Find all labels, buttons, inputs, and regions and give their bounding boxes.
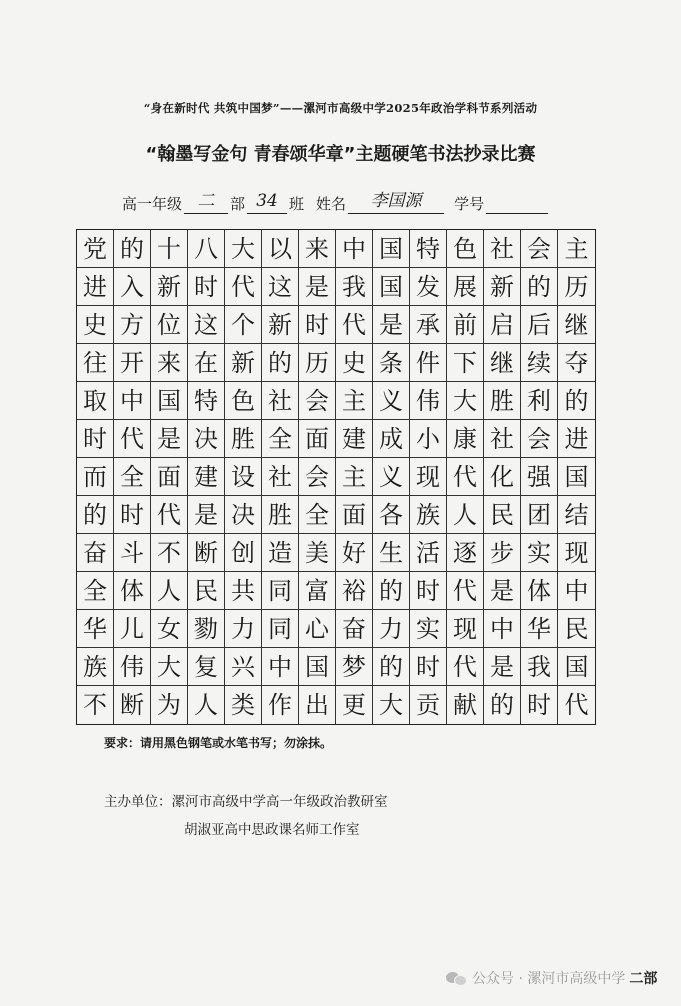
grid-cell: 小 — [410, 420, 447, 458]
grid-cell: 新 — [262, 306, 299, 344]
grid-cell: 十 — [151, 230, 188, 268]
grid-cell: 奋 — [77, 534, 114, 572]
grid-cell: 主 — [336, 382, 373, 420]
grid-cell: 国 — [373, 230, 410, 268]
grid-cell: 位 — [151, 306, 188, 344]
grid-cell: 人 — [447, 496, 484, 534]
grid-cell: 生 — [373, 534, 410, 572]
grid-cell: 美 — [299, 534, 336, 572]
grid-cell: 史 — [77, 306, 114, 344]
grid-cell: 步 — [484, 534, 521, 572]
name-value: 李国源 — [348, 191, 444, 214]
grid-cell: 更 — [336, 686, 373, 724]
grid-cell: 时 — [77, 420, 114, 458]
grid-cell: 代 — [225, 268, 262, 306]
grid-cell: 继 — [484, 344, 521, 382]
grid-cell: 结 — [558, 496, 595, 534]
grid-cell: 国 — [151, 382, 188, 420]
grid-cell: 造 — [262, 534, 299, 572]
grid-cell: 义 — [373, 458, 410, 496]
grid-cell: 而 — [77, 458, 114, 496]
grid-cell: 复 — [188, 648, 225, 686]
grid-cell: 会 — [521, 420, 558, 458]
grid-cell: 中 — [336, 230, 373, 268]
grid-cell: 现 — [558, 534, 595, 572]
grid-cell: 强 — [521, 458, 558, 496]
grid-cell: 会 — [299, 458, 336, 496]
grid-cell: 富 — [299, 572, 336, 610]
class-label: 班 — [289, 195, 305, 213]
grid-cell: 奋 — [336, 610, 373, 648]
grid-cell: 现 — [447, 610, 484, 648]
grid-cell: 各 — [373, 496, 410, 534]
grid-cell: 作 — [262, 686, 299, 724]
grid-cell: 下 — [447, 344, 484, 382]
grid-cell: 历 — [558, 268, 595, 306]
grid-cell: 决 — [225, 496, 262, 534]
grid-cell: 利 — [521, 382, 558, 420]
grid-cell: 以 — [262, 230, 299, 268]
grid-cell: 承 — [410, 306, 447, 344]
grid-cell: 斗 — [114, 534, 151, 572]
grid-cell: 进 — [558, 420, 595, 458]
grid-cell: 发 — [410, 268, 447, 306]
grid-cell: 国 — [299, 648, 336, 686]
grid-cell: 个 — [225, 306, 262, 344]
grid-cell: 社 — [484, 420, 521, 458]
grid-cell: 时 — [299, 306, 336, 344]
grid-cell: 主 — [558, 230, 595, 268]
grid-cell: 族 — [77, 648, 114, 686]
grid-cell: 国 — [558, 458, 595, 496]
grid-cell: 新 — [484, 268, 521, 306]
grid-cell: 伟 — [114, 648, 151, 686]
grid-cell: 是 — [373, 306, 410, 344]
grid-cell: 创 — [225, 534, 262, 572]
name-label: 姓名 — [316, 195, 347, 213]
grid-cell: 时 — [521, 686, 558, 724]
student-info-line — [120, 190, 548, 214]
grid-cell: 出 — [299, 686, 336, 724]
grid-cell: 裕 — [336, 572, 373, 610]
grid-cell: 不 — [77, 686, 114, 724]
grid-cell: 社 — [262, 458, 299, 496]
grid-cell: 大 — [225, 230, 262, 268]
grid-cell: 好 — [336, 534, 373, 572]
grid-cell: 中 — [114, 382, 151, 420]
grid-cell: 色 — [225, 382, 262, 420]
grid-cell: 胜 — [262, 496, 299, 534]
grid-cell: 实 — [521, 534, 558, 572]
writing-requirement: 要求：请用黑色钢笔或水笔书写；勿涂抹。 — [104, 736, 333, 750]
grade-label: 高一年级 — [122, 195, 183, 213]
grid-cell: 义 — [373, 382, 410, 420]
grid-cell: 力 — [373, 610, 410, 648]
id-value — [486, 191, 548, 214]
grid-cell: 特 — [188, 382, 225, 420]
grid-cell: 化 — [484, 458, 521, 496]
grid-cell: 女 — [151, 610, 188, 648]
grid-cell: 史 — [336, 344, 373, 382]
grid-cell: 取 — [77, 382, 114, 420]
grid-cell: 时 — [410, 648, 447, 686]
grid-cell: 胜 — [484, 382, 521, 420]
grid-cell: 全 — [299, 496, 336, 534]
grid-cell: 的 — [558, 382, 595, 420]
grid-cell: 的 — [77, 496, 114, 534]
grid-cell: 的 — [521, 268, 558, 306]
grid-cell: 会 — [521, 230, 558, 268]
grid-cell: 时 — [114, 496, 151, 534]
grid-cell: 方 — [114, 306, 151, 344]
grid-cell: 新 — [151, 268, 188, 306]
grid-cell: 往 — [77, 344, 114, 382]
grid-cell: 同 — [262, 610, 299, 648]
grid-cell: 团 — [521, 496, 558, 534]
grid-cell: 建 — [188, 458, 225, 496]
grid-cell: 华 — [77, 610, 114, 648]
grid-cell: 断 — [188, 534, 225, 572]
grid-cell: 的 — [373, 648, 410, 686]
grid-cell: 的 — [262, 344, 299, 382]
grid-cell: 为 — [151, 686, 188, 724]
grid-cell: 夺 — [558, 344, 595, 382]
grid-cell: 族 — [410, 496, 447, 534]
id-label: 学号 — [454, 195, 485, 213]
grid-cell: 儿 — [114, 610, 151, 648]
grid-cell: 民 — [558, 610, 595, 648]
grid-cell: 条 — [373, 344, 410, 382]
grid-cell: 国 — [558, 648, 595, 686]
grid-cell: 活 — [410, 534, 447, 572]
watermark-text: 公众号 · 漯河市高级中学 — [472, 971, 626, 987]
grid-cell: 献 — [447, 686, 484, 724]
grid-cell: 后 — [521, 306, 558, 344]
grid-cell: 面 — [336, 496, 373, 534]
grid-cell: 续 — [521, 344, 558, 382]
grid-cell: 成 — [373, 420, 410, 458]
wechat-icon — [446, 970, 466, 986]
grid-cell: 华 — [521, 610, 558, 648]
grid-cell: 在 — [188, 344, 225, 382]
grid-cell: 时 — [410, 572, 447, 610]
grid-cell: 历 — [299, 344, 336, 382]
grid-cell: 是 — [151, 420, 188, 458]
grid-cell: 心 — [299, 610, 336, 648]
grid-cell: 决 — [188, 420, 225, 458]
grid-cell: 体 — [114, 572, 151, 610]
grid-cell: 建 — [336, 420, 373, 458]
grid-cell: 梦 — [336, 648, 373, 686]
grid-cell: 来 — [151, 344, 188, 382]
watermark-dept-tag: 二部 — [629, 971, 658, 987]
grid-cell: 面 — [151, 458, 188, 496]
grid-cell: 这 — [188, 306, 225, 344]
grid-cell: 力 — [225, 610, 262, 648]
grid-cell: 伟 — [410, 382, 447, 420]
host-organization: 主办单位：漯河市高级中学高一年级政治教研室 — [104, 794, 388, 810]
grid-cell: 继 — [558, 306, 595, 344]
calligraphy-grid — [76, 229, 596, 725]
grid-cell: 不 — [151, 534, 188, 572]
grid-cell: 会 — [299, 382, 336, 420]
grid-cell: 时 — [188, 268, 225, 306]
grid-cell: 入 — [114, 268, 151, 306]
grid-cell: 设 — [225, 458, 262, 496]
grid-cell: 全 — [77, 572, 114, 610]
grid-cell: 中 — [558, 572, 595, 610]
grid-cell: 现 — [410, 458, 447, 496]
grid-cell: 展 — [447, 268, 484, 306]
grid-cell: 色 — [447, 230, 484, 268]
grid-cell: 开 — [114, 344, 151, 382]
grid-cell: 人 — [151, 572, 188, 610]
grid-cell: 代 — [336, 306, 373, 344]
grid-cell: 是 — [484, 572, 521, 610]
grid-cell: 代 — [114, 420, 151, 458]
grid-cell: 国 — [373, 268, 410, 306]
grid-cell: 代 — [447, 648, 484, 686]
grid-cell: 八 — [188, 230, 225, 268]
grid-cell: 全 — [114, 458, 151, 496]
grid-cell: 代 — [447, 572, 484, 610]
grid-cell: 特 — [410, 230, 447, 268]
watermark — [446, 966, 657, 990]
grid-cell: 这 — [262, 268, 299, 306]
dept-value: 二 — [184, 191, 228, 214]
grid-cell: 实 — [410, 610, 447, 648]
class-value: 34 — [247, 191, 287, 214]
grid-cell: 的 — [114, 230, 151, 268]
grid-cell: 的 — [484, 686, 521, 724]
grid-cell: 是 — [484, 648, 521, 686]
grid-cell: 社 — [484, 230, 521, 268]
event-subtitle: “身在新时代 共筑中国梦”——漯河市高级中学2025年政治学科节系列活动 — [143, 101, 538, 115]
grid-cell: 是 — [188, 496, 225, 534]
grid-cell: 新 — [225, 344, 262, 382]
grid-cell: 件 — [410, 344, 447, 382]
grid-cell: 代 — [447, 458, 484, 496]
grid-cell: 勠 — [188, 610, 225, 648]
grid-cell: 我 — [336, 268, 373, 306]
grid-cell: 类 — [225, 686, 262, 724]
grid-cell: 中 — [262, 648, 299, 686]
grid-cell: 大 — [151, 648, 188, 686]
grid-cell: 同 — [262, 572, 299, 610]
grid-cell: 民 — [188, 572, 225, 610]
grid-cell: 兴 — [225, 648, 262, 686]
grid-cell: 的 — [373, 572, 410, 610]
grid-cell: 主 — [336, 458, 373, 496]
grid-cell: 社 — [262, 382, 299, 420]
host-organization-secondary: 胡淑亚高中思政课名师工作室 — [184, 822, 360, 838]
grid-cell: 进 — [77, 268, 114, 306]
grid-cell: 来 — [299, 230, 336, 268]
grid-cell: 贡 — [410, 686, 447, 724]
grid-cell: 胜 — [225, 420, 262, 458]
grid-cell: 启 — [484, 306, 521, 344]
grid-cell: 民 — [484, 496, 521, 534]
grid-cell: 我 — [521, 648, 558, 686]
grid-cell: 大 — [447, 382, 484, 420]
grid-cell: 康 — [447, 420, 484, 458]
grid-cell: 是 — [299, 268, 336, 306]
grid-cell: 共 — [225, 572, 262, 610]
grid-cell: 代 — [564, 691, 589, 719]
grid-cell: 断 — [114, 686, 151, 724]
grid-cell: 党 — [77, 230, 114, 268]
grid-cell: 面 — [299, 420, 336, 458]
dept-label: 部 — [230, 195, 246, 213]
grid-cell: 前 — [447, 306, 484, 344]
grid-cell: 大 — [373, 686, 410, 724]
grid-cell: 中 — [484, 610, 521, 648]
grid-cell: 体 — [521, 572, 558, 610]
grid-cell: 代 — [151, 496, 188, 534]
grid-cell: 全 — [262, 420, 299, 458]
contest-title: “翰墨写金句 青春颂华章”主题硬笔书法抄录比赛 — [145, 144, 536, 165]
grid-cell: 人 — [188, 686, 225, 724]
grid-cell: 逐 — [447, 534, 484, 572]
